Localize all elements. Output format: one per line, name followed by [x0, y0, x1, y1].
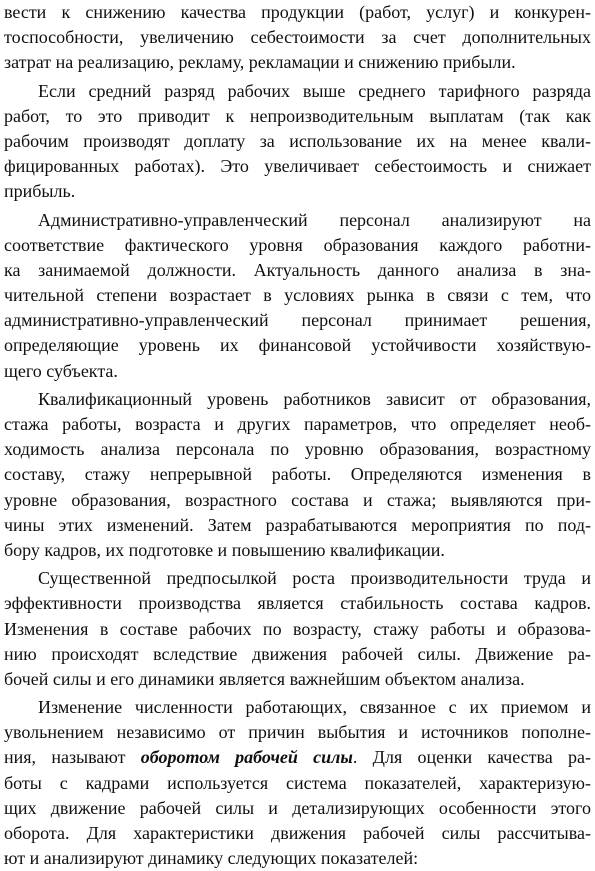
paragraph-4	[4, 387, 591, 563]
paragraph-2	[4, 79, 591, 205]
text-line: прибыль.	[4, 181, 76, 202]
text-line: составу, стажу непрерывной работы. Определяются изменения в	[4, 464, 591, 485]
paragraph-3	[4, 208, 591, 384]
text-line: работ, то это приводит к непроизводительным выплатам (так как	[4, 105, 591, 126]
text-line: эффективности производства является стабильность состава кадров.	[4, 593, 591, 614]
text-line: уровне образования, возрастного состава и стажа; выявляются при-	[4, 489, 591, 510]
text-line: нию происходят вследствие движения рабочей силы. Движение ра-	[4, 643, 591, 664]
text-line: боты с кадрами используется система показателей, характеризую-	[4, 772, 591, 793]
text-line: увольнением независимо от причин выбытия и источников пополне-	[4, 722, 591, 743]
text-line: фицированных работах). Это увеличивает себестоимость и снижает	[4, 156, 591, 177]
text-line: чины этих изменений. Затем разрабатываются мероприятия по под-	[4, 514, 591, 535]
text-line: затрат на реализацию, рекламу, рекламации и снижению прибыли.	[4, 52, 516, 73]
text-line: определяющие уровень их финансовой устойчивости хозяйствую-	[4, 335, 591, 356]
text-line: оборота. Для характеристики движения рабочей силы рассчитыва-	[4, 823, 591, 843]
text-line: стажа работы, возраста и других параметров, что определяет необ-	[4, 414, 591, 434]
text-line: щего субъекта.	[4, 360, 118, 381]
text-line: Административно-управленческий персонал анализируют на	[38, 209, 591, 230]
emphasized-term: оборотом рабочей силы	[140, 747, 353, 768]
paragraph-6	[4, 695, 591, 871]
text-line: ходимость анализа персонала по уровню образования, возрастному	[4, 439, 591, 460]
paragraph-5	[4, 566, 591, 692]
text-line: щих движение рабочей силы и детализирующих особенности этого	[4, 797, 591, 818]
text-line: Если средний разряд рабочих выше среднего тарифного разряда	[38, 80, 591, 101]
text-line: рабочим производят доплату за использование их на менее квали-	[4, 130, 591, 151]
text-line: административно-управленческий персонал принимает решения,	[4, 310, 591, 331]
text-line: соответствие фактического уровня образования каждого работни-	[4, 234, 591, 255]
text-line-with-term: ния, называют оборотом рабочей силы. Для оценки качества ра-	[4, 747, 591, 768]
paragraph-1	[4, 0, 591, 76]
text-line: Квалификационный уровень работников зависит от образования,	[38, 388, 591, 409]
text-line: чительной степени возрастает в условиях рынка в связи с тем, что	[4, 285, 591, 306]
text-line: Изменения в составе рабочих по возрасту, стажу работы и образова-	[4, 618, 591, 639]
text-line: ка занимаемой должности. Актуальность данного анализа в зна-	[4, 259, 591, 280]
text-line: тоспособности, увеличению себестоимости за счет дополнительных	[4, 27, 591, 48]
text-line: вести к снижению качества продукции (работ, услуг) и конкурен-	[4, 2, 591, 22]
text-line: бору кадров, их подготовке и повышению квалификации.	[4, 539, 445, 560]
text-line: Существенной предпосылкой роста производительности труда и	[38, 568, 591, 589]
text-line: ют и анализируют динамику следующих показателей:	[4, 848, 419, 869]
text-line: Изменение численности работающих, связанное с их приемом и	[38, 697, 591, 718]
text-line: бочей силы и его динамики является важнейшим объектом анализа.	[4, 668, 525, 689]
